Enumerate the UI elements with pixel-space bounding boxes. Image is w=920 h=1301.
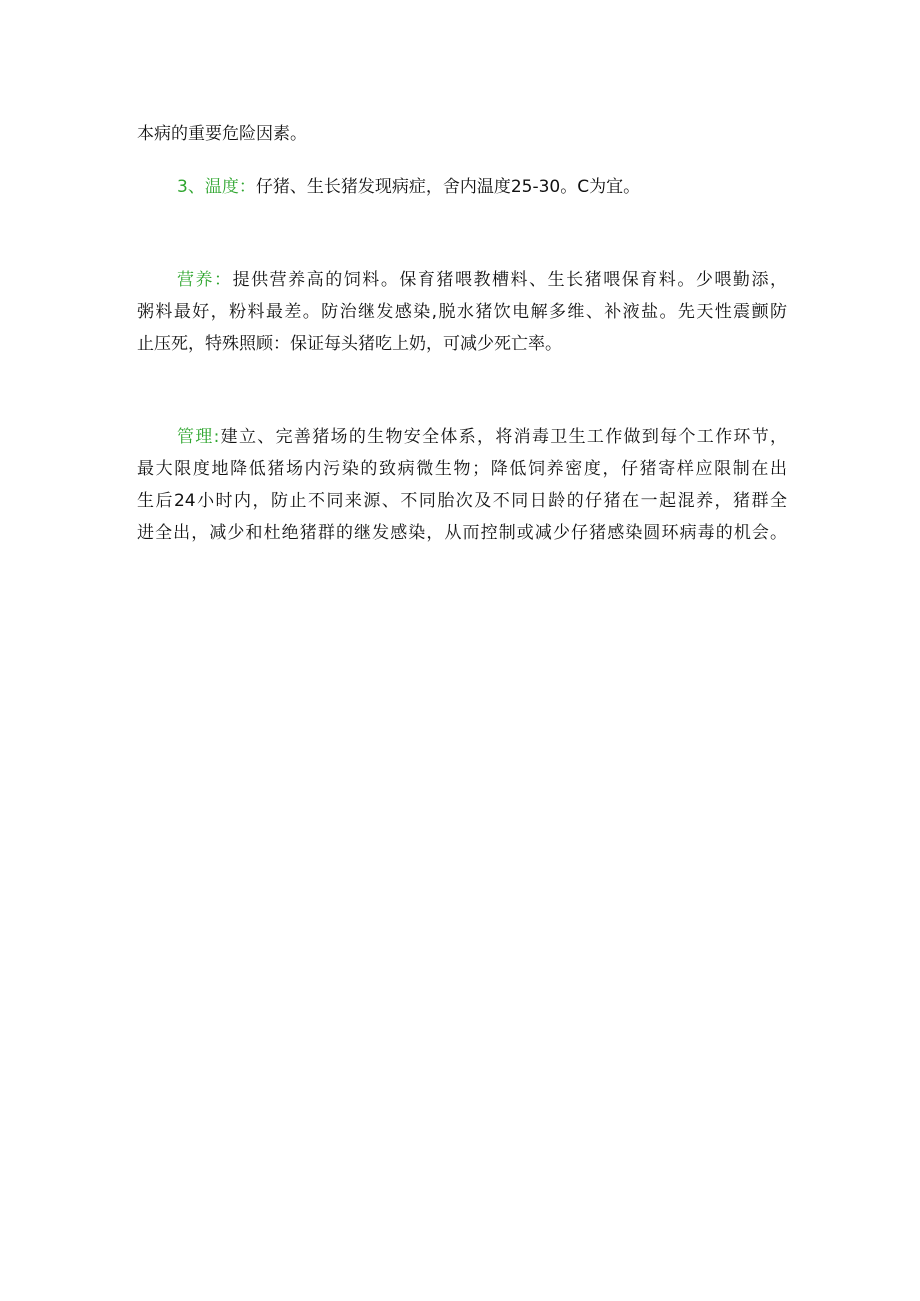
management-label: 管理: [177,427,220,447]
management-paragraph [137,421,787,549]
management-line-3: 生后24小时内，防止不同来源、不同胎次及不同日龄的仔猪在一起混养，猪群全 [137,491,787,511]
temperature-label: 3、温度： [177,177,256,197]
nutrition-line-2: 粥料最好，粉料最差。防治继发感染,脱水猪饮电解多维、补液盐。先天性震颤防 [137,302,787,322]
management-line-2: 最大限度地降低猪场内污染的致病微生物；降低饲养密度，仔猪寄样应限制在出 [137,459,787,479]
intro-line: 本病的重要危险因素。 [137,124,307,144]
intro-paragraph [137,118,787,150]
nutrition-text-1: 提供营养高的饲料。保育猪喂教槽料、生长猪喂保育料。少喂勤添， [232,270,787,290]
temperature-text: 仔猪、生长猪发现病症，舍内温度25-30。C为宜。 [255,177,641,197]
document-body [137,118,787,549]
nutrition-line-3: 止压死，特殊照顾：保证每头猪吃上奶，可减少死亡率。 [137,334,562,354]
nutrition-line-1 [137,264,787,296]
temperature-line [137,171,787,203]
management-line-4: 进全出，减少和杜绝猪群的继发感染，从而控制或减少仔猪感染圆环病毒的机会。 [137,523,787,543]
nutrition-paragraph [137,264,787,360]
temperature-paragraph [137,171,787,203]
management-text-1: 建立、完善猪场的生物安全体系，将消毒卫生工作做到每个工作环节， [219,427,787,447]
management-line-1 [137,421,787,453]
nutrition-label: 营养： [177,270,233,290]
